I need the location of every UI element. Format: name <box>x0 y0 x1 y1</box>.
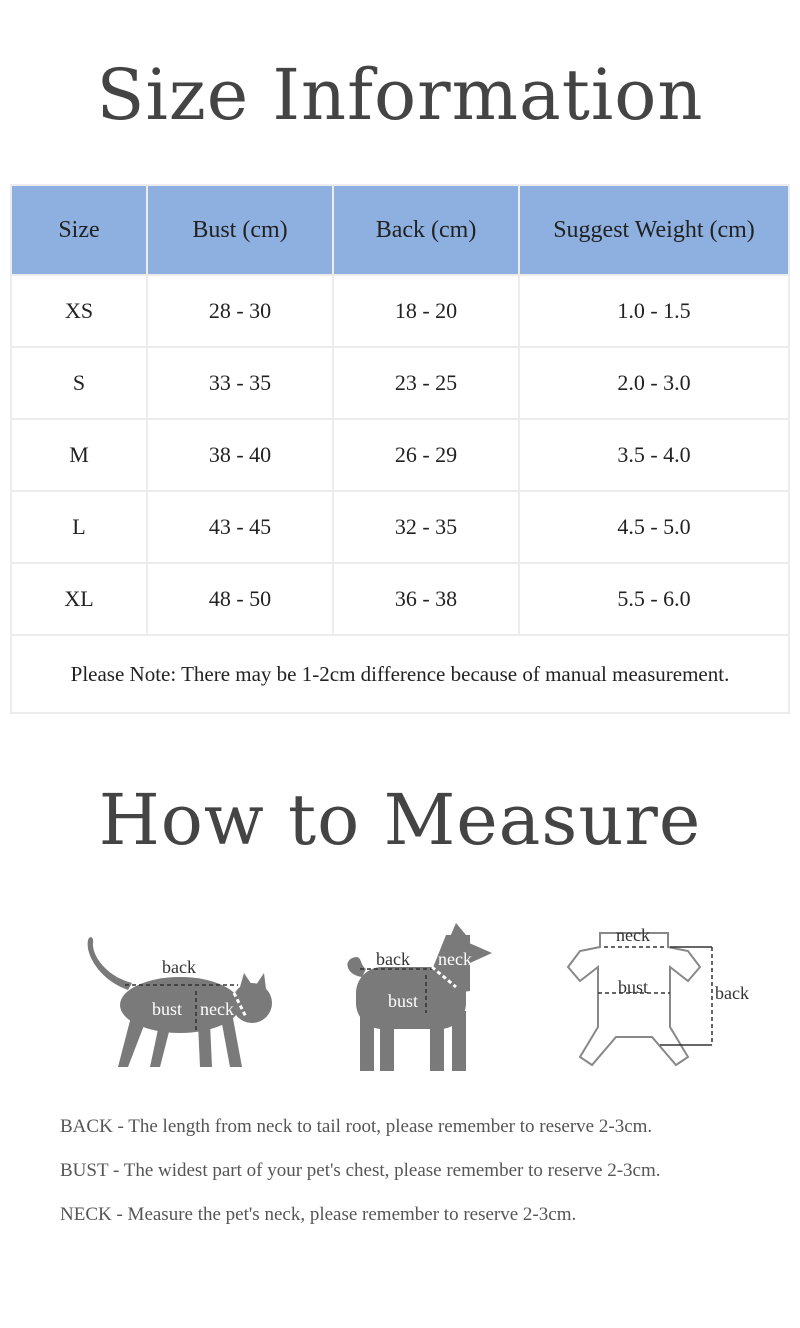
table-row <box>12 276 788 346</box>
measurement-illustrations <box>0 895 800 1095</box>
header-back: Back (cm) <box>334 186 518 274</box>
cell-bust: 33 - 35 <box>148 348 332 418</box>
dog-neck-label: neck <box>438 949 472 969</box>
cell-back: 18 - 20 <box>334 276 518 346</box>
size-table <box>10 184 790 714</box>
garment-back-label: back <box>715 983 749 1003</box>
header-weight: Suggest Weight (cm) <box>520 186 788 274</box>
table-row <box>12 348 788 418</box>
cat-illustration <box>88 937 272 1067</box>
dog-bust-label: bust <box>388 991 419 1011</box>
cell-weight: 2.0 - 3.0 <box>520 348 788 418</box>
cat-neck-label: neck <box>200 999 234 1019</box>
cell-bust: 28 - 30 <box>148 276 332 346</box>
cat-bust-label: bust <box>152 999 183 1019</box>
cell-back: 36 - 38 <box>334 564 518 634</box>
how-to-measure-title: How to Measure <box>98 779 702 861</box>
cell-size: XL <box>12 564 146 634</box>
garment-bust-label: bust <box>618 977 649 997</box>
size-information-title: Size Information <box>96 54 704 136</box>
table-header-row <box>12 186 788 274</box>
garment-neck-label: neck <box>616 925 650 945</box>
back-definition: BACK - The length from neck to tail root, please remember to reserve 2-3cm. <box>60 1116 653 1137</box>
cat-back-label: back <box>162 957 196 977</box>
cell-size: S <box>12 348 146 418</box>
neck-definition: NECK - Measure the pet's neck, please remember to reserve 2-3cm. <box>60 1204 577 1225</box>
cell-weight: 4.5 - 5.0 <box>520 492 788 562</box>
cell-size: L <box>12 492 146 562</box>
cell-bust: 43 - 45 <box>148 492 332 562</box>
garment-illustration <box>568 925 749 1065</box>
cell-back: 23 - 25 <box>334 348 518 418</box>
header-bust: Bust (cm) <box>148 186 332 274</box>
dog-back-label: back <box>376 949 410 969</box>
cell-bust: 48 - 50 <box>148 564 332 634</box>
cell-size: M <box>12 420 146 490</box>
cell-back: 26 - 29 <box>334 420 518 490</box>
cell-weight: 3.5 - 4.0 <box>520 420 788 490</box>
cell-back: 32 - 35 <box>334 492 518 562</box>
table-row <box>12 420 788 490</box>
cell-weight: 5.5 - 6.0 <box>520 564 788 634</box>
table-row <box>12 564 788 634</box>
table-row <box>12 492 788 562</box>
note-row <box>12 636 788 712</box>
measurement-definitions <box>60 1112 780 1244</box>
measurement-note: Please Note: There may be 1-2cm difference because of manual measurement. <box>12 636 788 712</box>
cell-bust: 38 - 40 <box>148 420 332 490</box>
bust-definition: BUST - The widest part of your pet's chest, please remember to reserve 2-3cm. <box>60 1160 661 1181</box>
cell-weight: 1.0 - 1.5 <box>520 276 788 346</box>
dog-silhouette-icon <box>347 923 492 1071</box>
header-size: Size <box>12 186 146 274</box>
cell-size: XS <box>12 276 146 346</box>
dog-illustration <box>347 923 492 1071</box>
